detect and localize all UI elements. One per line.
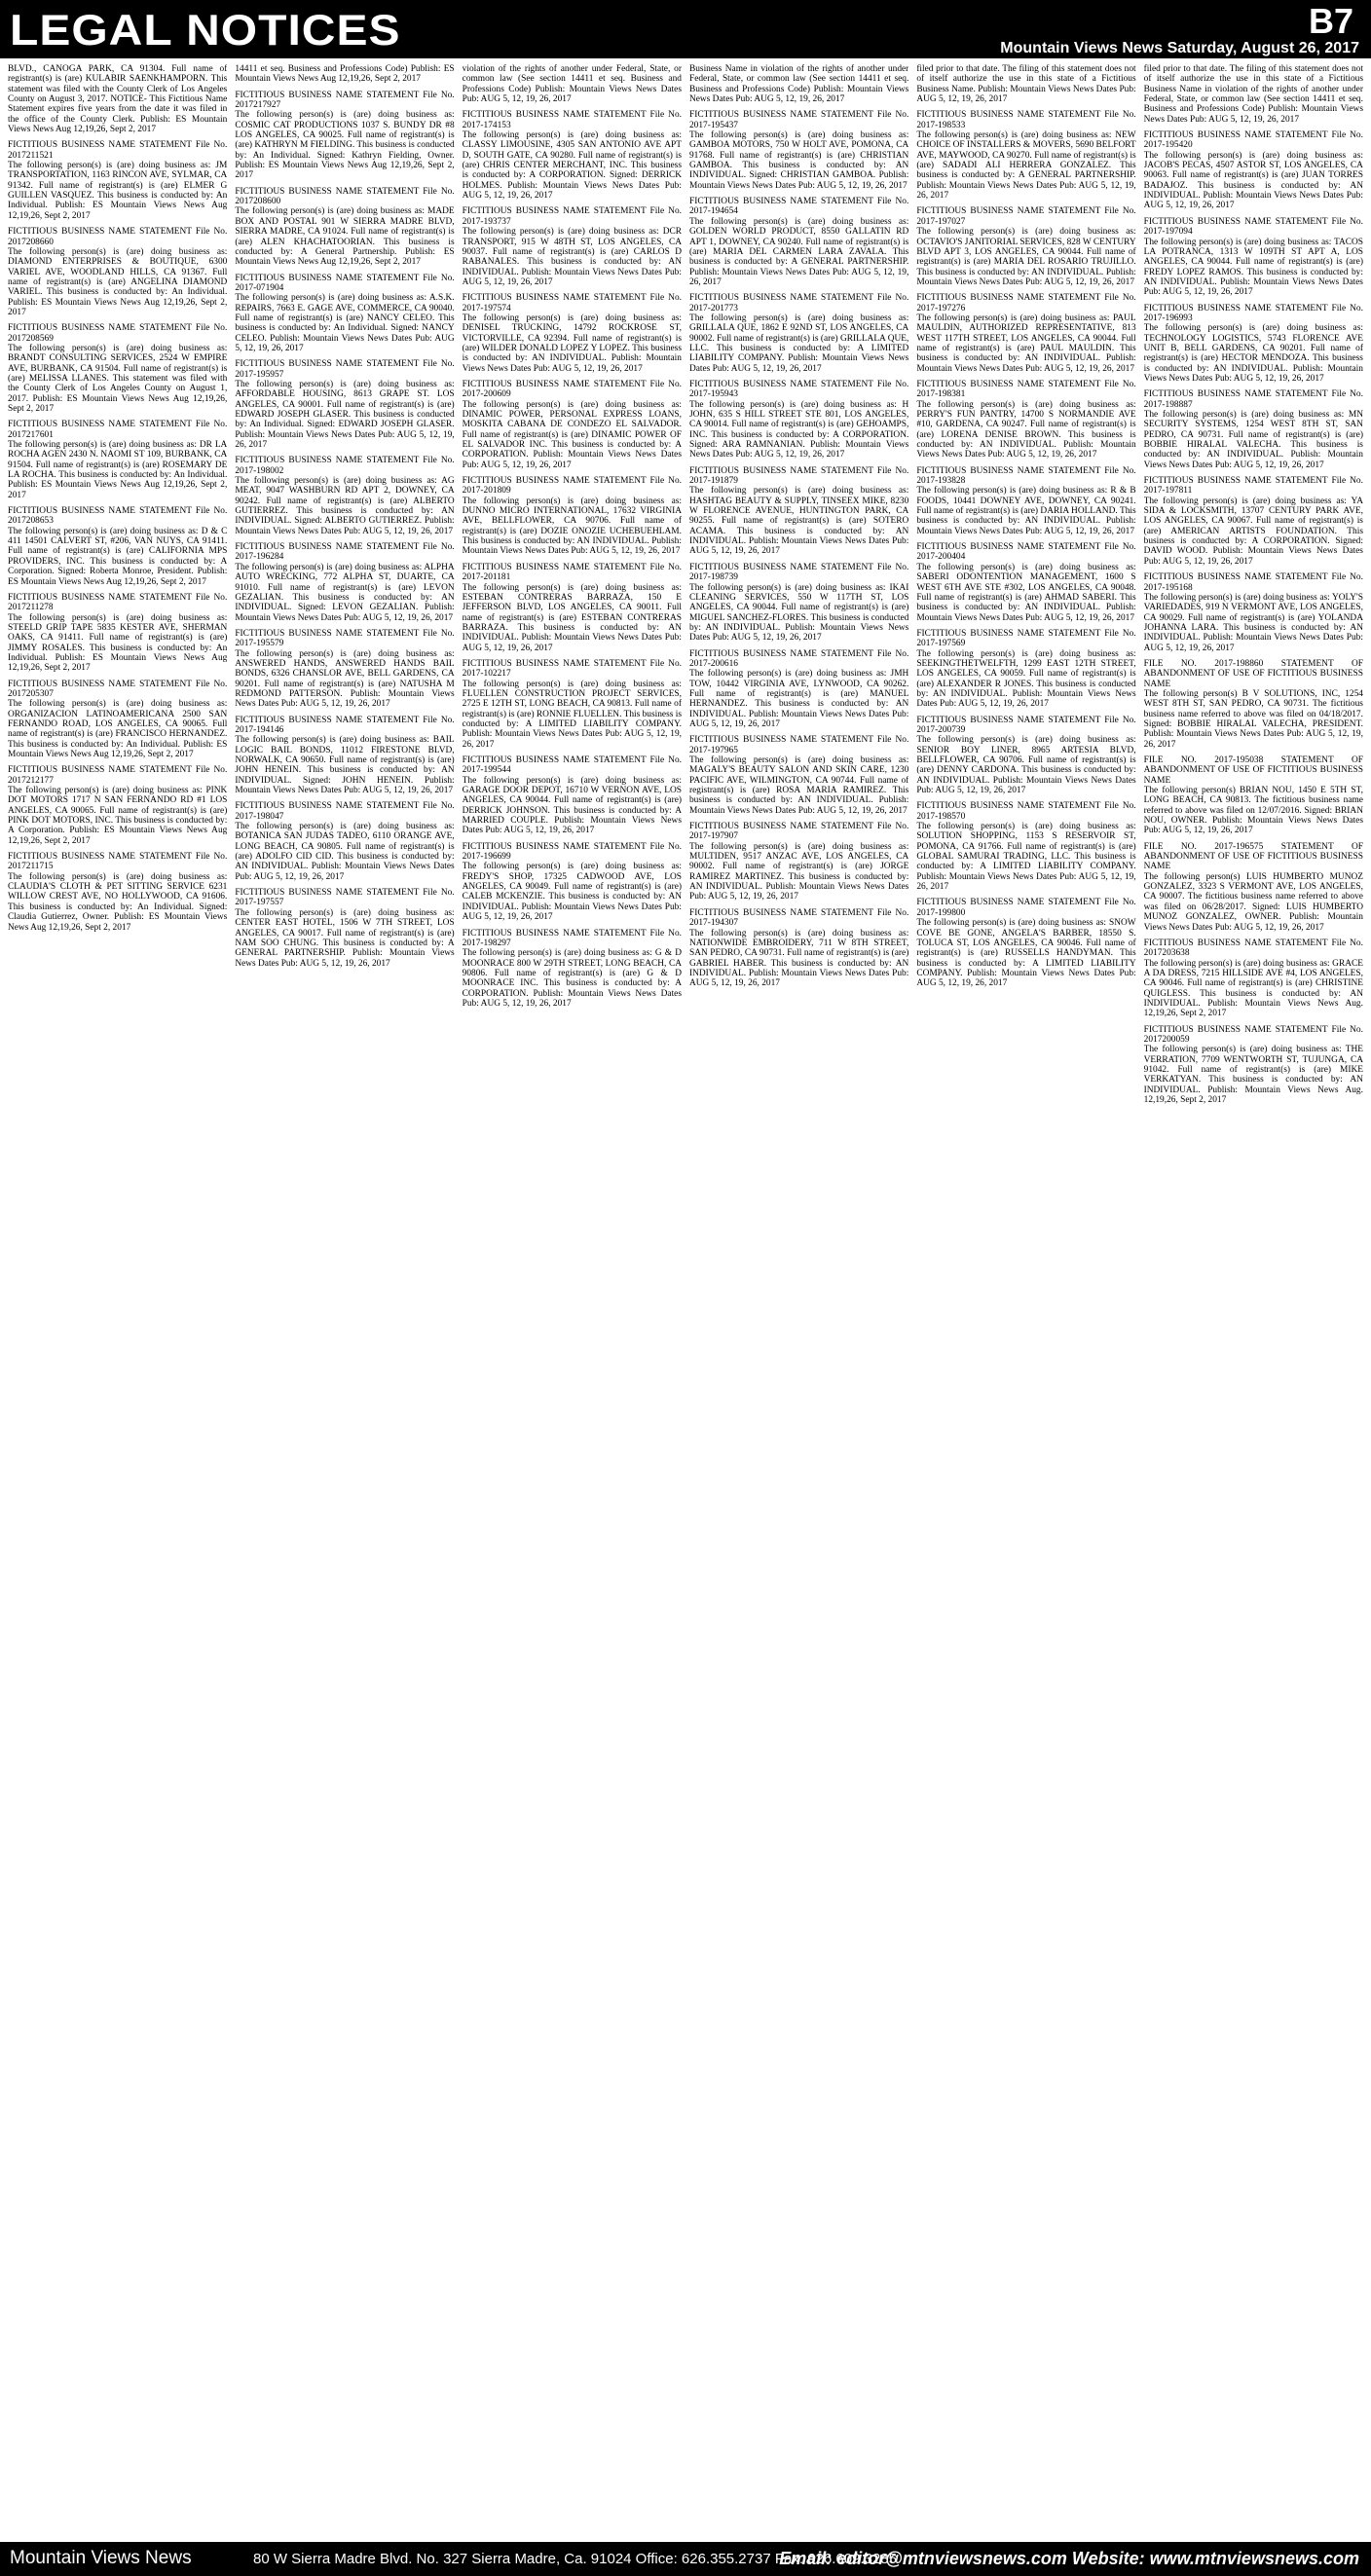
legal-notice bbox=[1144, 572, 1363, 653]
legal-notice bbox=[8, 323, 227, 414]
legal-notice bbox=[235, 456, 454, 536]
notice-heading: FICTITIOUS BUSINESS NAME STATEMENT File No. 2017-191879 bbox=[688, 465, 909, 487]
legal-notice bbox=[8, 227, 227, 317]
notice-heading: FICTITIOUS BUSINESS NAME STATEMENT File No. 2017-197965 bbox=[688, 735, 909, 755]
legal-notice bbox=[235, 801, 454, 882]
notice-body: BLVD., CANOGA PARK, CA 91304. Full name of registrant(s) is (are) KULABIR SAENKHAMPORN. This statement was filed with the County Clerk of Los Angeles County on August 3, 2017. NOTICE- This Fictitious Name Statement expires five years from the date it was filed in the office of the County Clerk. Publish: ES Mountain Views News Aug 12,19,26, Sept 2, 2017 bbox=[8, 64, 228, 135]
notice-body: The following person(s) is (are) doing business as: H JOHN, 635 S HILL STREET STE 801, LOS ANGELES, CA 90014. Full name of registrant(s) is (are) GEHOAMPS, INC. This business is conducted by: A CORPORATION. Signed: ARA RAMNANIAN. Publish: Mountain Views News Dates Pub: AUG 5, 12, 19, 26, 2017 bbox=[688, 399, 909, 460]
notice-body: The following person(s) is (are) doing business as: COSMIC CAT PRODUCTIONS 1037 S. BUNDY DR #8 LOS ANGELES, CA 90025. Full name of registrant(s) is (are) KATHRYN M FIELDING. This business is conducted by: An Individual. Signed: Kathryn Fielding, Owner. Publish: ES Mountain Views News Aug 12,19,26, Sept 2, 2017 bbox=[235, 110, 455, 181]
notice-heading: FICTITIOUS BUSINESS NAME STATEMENT File No. 2017-200739 bbox=[916, 715, 1136, 735]
legal-notice bbox=[689, 466, 908, 557]
notice-body: The following person(s) is (are) doing business as: MAGALY'S BEAUTY SALON AND SKIN CARE, 1230 PACIFIC AVE, WILMINGTON, CA 90744. Full name of registrant(s) is (are) ROSA MARIA RAMIREZ. This business is conducted by: AN INDIVIDUAL. Publish: Mountain Views News Dates Pub: AUG 5, 12, 19, 26, 2017 bbox=[688, 755, 909, 816]
legal-notice bbox=[1144, 938, 1363, 1019]
notice-body: Business Name in violation of the rights of another under Federal, State, or common law (See section 14411 et seq. Business and Professions Code) Publish: Mountain Views News Dates Pub: AUG 5, 12, 19, 26, 2017 bbox=[688, 64, 909, 105]
legal-notice bbox=[689, 563, 908, 644]
notice-body: The following person(s) BRIAN NOU, 1450 E 5TH ST, LONG BEACH, CA 90813. The fictitious business name referred to above was filed on 12/07/2016. Signed: BRIAN NOU, OWNER. Publish: Mountain Views News Dates Pub: AUG 5, 12, 19, 26, 2017 bbox=[1143, 786, 1363, 836]
notice-body: The following person(s) is (are) doing business as: JACOB'S PECAS, 4507 ASTOR ST, LOS ANGELES, CA 90063. Full name of registrant(s) is (are) JUAN TORRES BADAJOZ. This business is conducted by: AN INDIVIDUAL. Publish: Mountain Views News Dates Pub: AUG 5, 12, 19, 26, 2017 bbox=[1143, 150, 1363, 211]
notice-heading: FICTITIOUS BUSINESS NAME STATEMENT File No. 2017211278 bbox=[8, 592, 228, 613]
issue-line: Mountain Views News Saturday, August 26, 2017 bbox=[1000, 40, 1359, 56]
notice-body: The following person(s) is (are) doing business as: JM TRANSPORTATION, 1163 RINCON AVE, SYLMAR, CA 91342. Full name of registrant(s) is (are) ELMER G GUILLEN VASQUEZ. This business is conducted by: An Individual. Publish: ES Mountain Views News Aug 12,19,26, Sept 2, 2017 bbox=[8, 161, 228, 221]
notice-body: The following person(s) is (are) doing business as: YOLY'S VARIEDADES, 919 N VERMONT AVE, LOS ANGELES, CA 90029. Full name of registrant(s) is (are) YOLANDA JOHANNA LARA. This business is conducted by: AN INDIVIDUAL. Publish: Mountain Views News Dates Pub: AUG 5, 12, 19, 26, 2017 bbox=[1143, 592, 1363, 653]
notice-heading: FICTITIOUS BUSINESS NAME STATEMENT File No. 2017-195943 bbox=[688, 379, 909, 400]
notice-heading: FICTITIOUS BUSINESS NAME STATEMENT File No. 2017-198381 bbox=[916, 379, 1136, 400]
notice-heading: FICTITIOUS BUSINESS NAME STATEMENT File No. 2017217927 bbox=[235, 90, 455, 111]
footer-bar bbox=[0, 2542, 1371, 2576]
notice-heading: FICTITIOUS BUSINESS NAME STATEMENT File No. 2017-199800 bbox=[916, 898, 1136, 918]
legal-notice bbox=[235, 359, 454, 450]
footer-contact: Email: editor@mtnviewsnews.com Website: www.mtnviewsnews.com bbox=[779, 2549, 1359, 2568]
notice-body: The following person(s) is (are) doing business as: NATIONWIDE EMBROIDERY, 711 W 8TH STREET, SAN PEDRO, CA 90731. Full name of registrant(s) is (are) GABRIEL HABER. This business is conducted by: AN INDIVIDUAL. Publish: Mountain Views News Dates Pub: AUG 5, 12, 19, 26, 2017 bbox=[688, 928, 909, 989]
notice-body: The following person(s) is (are) doing business as: DR LA ROCHA AGEN 2430 N. NAOMI ST 109, BURBANK, CA 91504. Full name of registrant(s) is (are) ROSEMARY DE LA ROCHA. This business is conducted by: An Individual. Publish: ES Mountain Views News Aug 12,19,26, Sept 2, 2017 bbox=[8, 440, 228, 500]
notice-heading: FICTITIOUS BUSINESS NAME STATEMENT File No. 2017-195420 bbox=[1143, 130, 1363, 151]
notice-heading: FICTITIOUS BUSINESS NAME STATEMENT File No. 2017-197574 bbox=[462, 293, 682, 313]
notice-body: The following person(s) is (are) doing business as: A.S.K. REPAIRS, 7663 E. GAGE AVE, COMMERCE, CA 90040. Full name of registrant(s) is (are) NANCY CELEO. This business is conducted by: An Individual. Signed: NANCY CELEO. Publish: Mountain Views News Dates Pub: AUG 5, 12, 19, 26, 2017 bbox=[235, 293, 455, 353]
notice-body: The following person(s) is (are) doing business as: DIAMOND ENTERPRISES & BOUTIQUE, 6300 VARIEL AVE, WOODLAND HILLS, CA 91367. Full name of registrant(s) is (are) ANGELINA DIAMOND VARIEL. This business is conducted by: An Individual. Publish: ES Mountain Views News Aug 12,19,26, Sept 2, 2017 bbox=[8, 246, 228, 317]
legal-notice bbox=[8, 420, 227, 500]
legal-notice bbox=[463, 293, 682, 374]
notice-body: The following person(s) is (are) doing business as: R & B FOODS, 10441 DOWNEY AVE, DOWNEY, CA 90241. Full name of registrant(s) is (are) DARIA HOLLAND. This business is conducted by: AN INDIVIDUAL. Publish: Mountain Views News Dates Pub: AUG 5, 12, 19, 26, 2017 bbox=[916, 486, 1136, 536]
legal-notice bbox=[463, 476, 682, 557]
notice-heading: FICTITIOUS BUSINESS NAME STATEMENT File No. 2017-102217 bbox=[462, 658, 682, 680]
legal-notice bbox=[463, 380, 682, 470]
legal-notice bbox=[463, 64, 682, 104]
notice-body: The following person(s) is (are) doing business as: GAMBOA MOTORS, 750 W HOLT AVE, POMONA, CA 91768. Full name of registrant(s) is (are) CHRISTIAN GAMBOA. This business is conducted by: AN INDIVIDUAL. Signed: CHRISTIAN GAMBOA. Publish: Mountain Views News Dates Pub: AUG 5, 12, 19, 26, 2017 bbox=[688, 130, 909, 191]
notice-body: The following person(s) is (are) doing business as: ALPHA AUTO WRECKING, 772 ALPHA ST, DUARTE, CA 91010. Full name of registrant(s) is (are) LEVON GEZALIAN. This business is conducted by: AN INDIVIDUAL. Signed: LEVON GEZALIAN. Publish: Mountain Views News Dates Pub: AUG 5, 12, 19, 26, 2017 bbox=[235, 562, 455, 623]
notice-body: The following person(s) is (are) doing business as: MN SECURITY SYSTEMS, 1254 WEST 8TH ST, SAN PEDRO, CA 90731. Full name of registrant(s) is (are) BOBBIE HIRALAL VALECHA. This business is conducted by: AN INDIVIDUAL. Publish: Mountain Views News Dates Pub: AUG 5, 12, 19, 26, 2017 bbox=[1143, 410, 1363, 470]
notice-heading: FICTITIOUS BUSINESS NAME STATEMENT File No. 2017-194146 bbox=[235, 715, 455, 735]
page-number: B7 bbox=[1308, 1, 1353, 41]
notice-heading: FICTITIOUS BUSINESS NAME STATEMENT File No. 2017-200404 bbox=[916, 542, 1136, 563]
masthead bbox=[0, 0, 1371, 58]
notice-body: filed prior to that date. The filing of this statement does not of itself authorize the use in this state of a Fictitious Business Name in violation of the rights of another under Federal, State, or common law (See section 14411 et seq. Business and Professions Code) Publish: Mountain Views News Dates Pub: AUG 5, 12, 19, 26, 2017 bbox=[1143, 64, 1363, 125]
notice-heading: FICTITIOUS BUSINESS NAME STATEMENT File No. 2017-201809 bbox=[462, 476, 682, 497]
legal-notice bbox=[1144, 1025, 1363, 1106]
legal-notice bbox=[8, 506, 227, 587]
footer-address: 80 W Sierra Madre Blvd. No. 327 Sierra Madre, Ca. 91024 Office: 626.355.2737 Fax: 626.609.3285 bbox=[253, 2551, 897, 2567]
notice-heading: FICTITIOUS BUSINESS NAME STATEMENT File No. 2017-197276 bbox=[916, 293, 1136, 313]
notice-heading: FICTITIOUS BUSINESS NAME STATEMENT File No. 2017-197811 bbox=[1143, 476, 1363, 497]
legal-notice bbox=[463, 929, 682, 1010]
notice-heading: FICTITIOUS BUSINESS NAME STATEMENT File No. 2017203638 bbox=[1143, 938, 1363, 959]
legal-notice bbox=[8, 593, 227, 674]
legal-notice bbox=[463, 563, 682, 653]
legal-notice bbox=[916, 716, 1135, 796]
legal-notice bbox=[689, 908, 908, 989]
notice-heading: FICTITIOUS BUSINESS NAME STATEMENT File No. 2017-201773 bbox=[688, 293, 909, 313]
notice-body: The following person(s) is (are) doing business as: ANSWERED HANDS, ANSWERED HANDS BAIL BONDS, 6326 CHANSLOR AVE, BELL GARDENS, CA 90201. Full name of registrant(s) is (are) NATUSHA M REDMOND PATTERSON. Publish: Mountain Views News Dates Pub: AUG 5, 12, 19, 26, 2017 bbox=[235, 648, 455, 710]
legal-notice bbox=[1144, 659, 1363, 750]
legal-notice bbox=[916, 466, 1135, 536]
legal-notice bbox=[916, 801, 1135, 892]
notice-body: The following person(s) is (are) doing business as: GRACE A DA DRESS, 7215 HILLSIDE AVE #4, LOS ANGELES, CA 90046. Full name of registrant(s) is (are) CHRISTINE QUIGLESS. This business is conducted by: AN INDIVIDUAL. Publish: Mountain Views News Aug. 12,19,26, Sept 2, 2017 bbox=[1143, 958, 1363, 1019]
notices-columns bbox=[8, 64, 1363, 2537]
notice-body: The following person(s) is (are) doing business as: MADE BOX AND POSTAL 901 W SIERRA MADRE BLVD, SIERRA MADRE, CA 91024. Full name of registrant(s) is (are) ALEN KHACHATOORIAN. This business is conducted by: A General Partnership. Publish: ES Mountain Views News Aug 12,19,26, Sept 2, 2017 bbox=[235, 206, 455, 268]
notice-heading: FICTITIOUS BUSINESS NAME STATEMENT File No. 2017-199544 bbox=[462, 755, 682, 776]
notice-body: The following person(s) is (are) doing business as: FLUELLEN CONSTRUCTION PROJECT SERVICES, 2725 E 12TH ST, LONG BEACH, CA 90813. Full name of registrant(s) is (are) RONNIE FLUELLEN. This business is conducted by: A LIMITED LIABILITY COMPANY. Publish: Mountain Views News Dates Pub: AUG 5, 12, 19, 26, 2017 bbox=[462, 679, 682, 750]
notice-body: The following person(s) is (are) doing business as: JMH TOW, 10442 VIRGINIA AVE, LYNWOOD, CA 90262. Full name of registrant(s) is (are) MANUEL HERNANDEZ. This business is conducted by: AN INDIVIDUAL. Publish: Mountain Views News Dates Pub: AUG 5, 12, 19, 26, 2017 bbox=[688, 669, 909, 729]
legal-notice bbox=[1144, 130, 1363, 211]
notice-body: The following person(s) is (are) doing business as: SNOW COVE BE GONE, ANGELA'S BARBER, 18550 S. TOLUCA ST, LOS ANGELES, CA 90046. Full name of registrant(s) is (are) RUSSELLS HANDYMAN. This business is conducted by: A LIMITED LIABILITY COMPANY. Publish: Mountain Views News Dates Pub: AUG 5, 12, 19, 26, 2017 bbox=[916, 918, 1136, 989]
notice-heading: FICTITIOUS BUSINESS NAME STATEMENT File No. 2017-200609 bbox=[462, 379, 682, 400]
legal-notice bbox=[235, 629, 454, 710]
legal-notice bbox=[463, 206, 682, 287]
notice-heading: FICTITIOUS BUSINESS NAME STATEMENT File No. 2017-071904 bbox=[235, 273, 455, 293]
notice-body: The following person(s) is (are) doing business as: ORGANIZACION LATINOAMERICANA 2500 SAN FERNANDO ROAD, LOS ANGELES, CA 90065. Full name of registrant(s) is (are) FRANCISCO HERNANDEZ. This business is conducted by: An Individual. Publish: ES Mountain Views News Aug 12,19,26, Sept 2, 2017 bbox=[8, 699, 228, 759]
legal-notice bbox=[235, 187, 454, 268]
legal-notice bbox=[1144, 842, 1363, 933]
notice-body: The following person(s) is (are) doing business as: NEW CHOICE OF INSTALLERS & MOVERS, 5690 BELFORT AVE, MAYWOOD, CA 90270. Full name of registrant(s) is (are) SADADI ALI HERRERA GONZALEZ. This business is conducted by: A GENERAL PARTNERSHIP. Publish: Mountain Views News Dates Pub: AUG 5, 12, 19, 26, 2017 bbox=[916, 130, 1136, 202]
legal-notice bbox=[1144, 64, 1363, 125]
notice-heading: FICTITIOUS BUSINESS NAME STATEMENT File No. 2017200059 bbox=[1143, 1024, 1363, 1045]
legal-notice bbox=[463, 755, 682, 836]
legal-notice bbox=[689, 197, 908, 287]
legal-notice bbox=[689, 64, 908, 104]
notice-body: The following person(s) is (are) doing business as: PAUL MAULDIN, AUTHORIZED REPRESENTATIVE, 813 WEST 117TH STREET, LOS ANGELES, CA 90044. Full name of registrant(s) is (are) PAUL MAULDIN. This business is conducted by: AN INDIVIDUAL. Publish: Mountain Views News Dates Pub: AUG 5, 12, 19, 26, 2017 bbox=[916, 313, 1136, 374]
legal-notice bbox=[463, 659, 682, 750]
notice-heading: FICTITIOUS BUSINESS NAME STATEMENT File No. 2017-198887 bbox=[1143, 389, 1363, 410]
notice-body: The following person(s) is (are) doing business as: ESTEBAN CONTRERAS BARRAZA, 150 E JEFFERSON BLVD, LOS ANGELES, CA 90011. Full name of registrant(s) is (are) ESTEBAN CONTRERAS BARRAZA. This business is conducted by: AN INDIVIDUAL. Publish: Mountain Views News Dates Pub: AUG 5, 12, 19, 26, 2017 bbox=[462, 582, 682, 653]
legal-notice bbox=[916, 380, 1135, 460]
legal-notice bbox=[1144, 389, 1363, 470]
notice-body: The following person(s) is (are) doing business as: CENTER EAST HOTEL, 1506 W 7TH STREET, LOS ANGELES, CA 90017. Full name of registrant(s) is (are) NAM SOO CHUNG. This business is conducted by: A GENERAL PARTNERSHIP. Publish: Mountain Views News Dates Pub: AUG 5, 12, 19, 26, 2017 bbox=[235, 907, 455, 969]
notice-heading: FICTITIOUS BUSINESS NAME STATEMENT File No. 2017217601 bbox=[8, 420, 228, 440]
legal-notice bbox=[8, 765, 227, 846]
notice-body: The following person(s) is (are) doing business as: GRILLALA QUE, 1862 E 92ND ST, LOS ANGELES, CA 90002. Full name of registrant(s) is (are) GRILLALA QUE, LLC. This business is conducted by: A LIMITED LIABILITY COMPANY. Publish: Mountain Views News Dates Pub: AUG 5, 12, 19, 26, 2017 bbox=[688, 313, 909, 374]
notice-heading: FICTITIOUS BUSINESS NAME STATEMENT File No. 2017-196284 bbox=[235, 542, 455, 563]
notice-body: The following person(s) is (are) doing business as: HASHTAG BEAUTY & SUPPLY, TINSEEX MIKE, 8230 W FLORENCE AVENUE, HUNTINGTON PARK, CA 90255. Full name of registrant(s) is (are) SOTERO ACAMA. This business is conducted by: AN INDIVIDUAL. Publish: Mountain Views News Dates Pub: AUG 5, 12, 19, 26, 2017 bbox=[688, 486, 909, 557]
notice-body: The following person(s) is (are) doing business as: AFFORDABLE HOUSING, 8613 GRAPE ST. LOS ANGELES, CA 90001. Full name of registrant(s) is (are) EDWARD JOSEPH GLASER. This business is conducted by: An Individual. Signed: EDWARD JOSEPH GLASER. Publish: Mountain Views News Dates Pub: AUG 5, 12, 19, 26, 2017 bbox=[235, 379, 455, 451]
notice-heading: FICTITIOUS BUSINESS NAME STATEMENT File No. 2017205307 bbox=[8, 679, 228, 699]
legal-notice bbox=[235, 91, 454, 181]
notice-heading: FICTITIOUS BUSINESS NAME STATEMENT File No. 2017-196993 bbox=[1143, 303, 1363, 323]
notice-body: The following person(s) is (are) doing business as: IKAI CLEANING SERVICES, 550 W 117TH ST, LOS ANGELES, CA 90044. Full name of registrant(s) is (are) MIGUEL SANCHEZ-FLORES. This business is conducted by: AN INDIVIDUAL. Publish: Mountain Views News Dates Pub: AUG 5, 12, 19, 26, 2017 bbox=[688, 582, 909, 644]
column-6 bbox=[1144, 64, 1363, 2537]
legal-notice bbox=[916, 629, 1135, 710]
notice-heading: FICTITIOUS BUSINESS NAME STATEMENT File No. 2017-201181 bbox=[462, 562, 682, 583]
notice-heading: FICTITIOUS BUSINESS NAME STATEMENT File No. 2017208653 bbox=[8, 506, 228, 527]
notice-heading: FICTITIOUS BUSINESS NAME STATEMENT File No. 2017211715 bbox=[8, 852, 228, 872]
column-2 bbox=[235, 64, 454, 2537]
legal-notice bbox=[1144, 755, 1363, 836]
notice-body: The following person(s) is (are) doing business as: DCR TRANSPORT, 915 W 48TH ST, LOS ANGELES, CA 90037. Full name of registrant(s) is (are) CARLOS D RABANALES. This business is conducted by: AN INDIVIDUAL. Publish: Mountain Views News Dates Pub: AUG 5, 12, 19, 26, 2017 bbox=[462, 227, 682, 287]
legal-notice bbox=[235, 274, 454, 354]
notice-body: The following person(s) is (are) doing business as: SOLUTION SHOPPING, 1153 S RESERVOIR ST, POMONA, CA 91766. Full name of registrant(s) is (are) GLOBAL SAMURAI TRADING, LLC. This business is conducted by: A LIMITED LIABILITY COMPANY. Publish: Mountain Views News Dates Pub: AUG 5, 12, 19, 26, 2017 bbox=[916, 822, 1136, 893]
legal-notice bbox=[463, 110, 682, 201]
notice-heading: FICTITIOUS BUSINESS NAME STATEMENT File No. 2017-194307 bbox=[688, 907, 909, 929]
notice-heading: FICTITIOUS BUSINESS NAME STATEMENT File No. 2017-194654 bbox=[688, 197, 909, 217]
notice-body: The following person(s) is (are) doing business as: SABERI ODONTENTION MANAGEMENT, 1600 S WEST 6TH AVE STE #302, LOS ANGELES, CA 90048. Full name of registrant(s) is (are) AHMAD SABERI. This business is conducted by: AN INDIVIDUAL. Publish: Mountain Views News Dates Pub: AUG 5, 12, 19, 26, 2017 bbox=[916, 562, 1136, 623]
notice-heading: FICTITIOUS BUSINESS NAME STATEMENT File No. 2017-198297 bbox=[462, 928, 682, 948]
column-4 bbox=[689, 64, 908, 2537]
notice-heading: FICTITIOUS BUSINESS NAME STATEMENT File No. 2017-198570 bbox=[916, 801, 1136, 822]
legal-notice bbox=[916, 542, 1135, 623]
legal-notice bbox=[1144, 217, 1363, 298]
notice-heading: FILE NO. 2017-198860 STATEMENT OF ABANDONMENT OF USE OF FICTITIOUS BUSINESS NAME bbox=[1143, 658, 1363, 689]
notice-body: The following person(s) is (are) doing business as: D & C 411 14501 CALVERT ST, #206, VAN NUYS, CA 91411. Full name of registrant(s) is (are) CALIFORNIA MPS PROVIDERS, INC. This business is conducted by: A Corporation. Signed: Roberta Monroe, President. Publish: ES Mountain Views News Aug 12,19,26, Sept 2, 2017 bbox=[8, 526, 228, 587]
footer-publication-name: Mountain Views News bbox=[10, 2548, 192, 2568]
notice-heading: FICTITIOUS BUSINESS NAME STATEMENT File No. 2017212177 bbox=[8, 765, 228, 786]
legal-notice bbox=[8, 140, 227, 221]
notice-heading: FICTITIOUS BUSINESS NAME STATEMENT File No. 2017208569 bbox=[8, 323, 228, 344]
notice-body: The following person(s) is (are) doing business as: DENISEL TRUCKING, 14792 ROCKROSE ST, VICTORVILLE, CA 92394. Full name of registrant(s) is (are) WILDER DONALD LOPEZ Y LOPEZ. This business is conducted by: AN INDIVIDUAL. Publish: Mountain Views News Dates Pub: AUG 5, 12, 19, 26, 2017 bbox=[462, 313, 682, 374]
notice-body: The following person(s) is (are) doing business as: MULTIDEN, 9517 ANZAC AVE, LOS ANGELES, CA 90002. Full name of registrant(s) is (are) JORGE RAMIREZ MARTINEZ. This business is conducted by: AN INDIVIDUAL. Publish: Mountain Views News Dates Pub: AUG 5, 12, 19, 26, 2017 bbox=[688, 841, 909, 902]
notice-body: The following person(s) is (are) doing business as: AG MEAT, 9047 WASHBURN RD APT 2, DOWNEY, CA 90242. Full name of registrant(s) is (are) ALBERTO GUTIERREZ. This business is conducted by: AN INDIVIDUAL. Signed: ALBERTO GUTIERREZ. Publish: Mountain Views News Dates Pub: AUG 5, 12, 19, 26, 2017 bbox=[235, 476, 455, 536]
legal-notice bbox=[916, 206, 1135, 287]
notice-body: The following person(s) is (are) doing business as: DUNNO MICRO INTERNATIONAL, 17632 VIRGINIA AVE, BELLFLOWER, CA 90706. Full name of registrant(s) is (are) DOZIE ONOZIE UCHEBUEHLAM. This business is conducted by: AN INDIVIDUAL. Publish: Mountain Views News Dates Pub: AUG 5, 12, 19, 26, 2017 bbox=[462, 496, 682, 557]
notice-heading: FICTITIOUS BUSINESS NAME STATEMENT File No. 2017-196699 bbox=[462, 841, 682, 863]
notice-body: The following person(s) B V SOLUTIONS, INC, 1254 WEST 8TH ST, SAN PEDRO, CA 90731. The fictitious business name referred to above was filed on 04/18/2017. Signed: BOBBIE HIRALAL VALECHA, PRESIDENT. Publish: Mountain Views News Dates Pub: AUG 5, 12, 19, 26, 2017 bbox=[1143, 688, 1363, 750]
notice-body: The following person(s) is (are) doing business as: PINK DOT MOTORS 1717 N SAN FERNANDO RD #1 LOS ANGELES, CA 90065. Full name of registrant(s) is (are) PINK DOT MOTORS, INC. This business is conducted by: A Corporation. Publish: ES Mountain Views News Aug 12,19,26, Sept 2, 2017 bbox=[8, 786, 228, 846]
notice-body: The following person(s) is (are) doing business as: PERRY'S FUN PANTRY, 14700 S NORMANDIE AVE #10, GARDENA, CA 90247. Full name of registrant(s) is (are) LORENA DENISE BROWN. This business is conducted by: AN INDIVIDUAL. Publish: Mountain Views News Dates Pub: AUG 5, 12, 19, 26, 2017 bbox=[916, 399, 1136, 460]
legal-notice bbox=[689, 110, 908, 191]
notice-heading: FICTITIOUS BUSINESS NAME STATEMENT File No. 2017-198047 bbox=[235, 801, 455, 822]
legal-notice bbox=[916, 110, 1135, 201]
legal-notice bbox=[689, 380, 908, 460]
legal-notice bbox=[689, 293, 908, 374]
notice-body: The following person(s) is (are) doing business as: YA SIDA & LOCKSMITH, 13707 CENTURY PARK AVE, LOS ANGELES, CA 90067. Full name of registrant(s) is (are) AMERICAN ARTISTS FOUNDATION. This business is conducted by: A CORPORATION. Signed: DAVID WOOD. Publish: Mountain Views News Dates Pub: AUG 5, 12, 19, 26, 2017 bbox=[1143, 496, 1363, 567]
column-1 bbox=[8, 64, 227, 2537]
notice-body: The following person(s) is (are) doing business as: BOTANICA SAN JUDAS TADEO, 6110 ORANGE AVE, LONG BEACH, CA 90805. Full name of registrant(s) is (are) ADOLFO CID CID. This business is conducted by: AN INDIVIDUAL. Publish: Mountain Views News Dates Pub: AUG 5, 12, 19, 26, 2017 bbox=[235, 822, 455, 882]
notice-body: The following person(s) is (are) doing business as: GARAGE DOOR DEPOT, 16710 W VERNON AVE, LOS ANGELES, CA 90044. Full name of registrant(s) is (are) DERRICK JOHNSON. This business is conducted by: A MARRIED COUPLE. Publish: Mountain Views News Dates Pub: AUG 5, 12, 19, 26, 2017 bbox=[462, 775, 682, 836]
legal-notice bbox=[916, 293, 1135, 374]
notice-heading: FICTITIOUS BUSINESS NAME STATEMENT File No. 2017-198002 bbox=[235, 456, 455, 476]
notice-heading: FICTITIOUS BUSINESS NAME STATEMENT File No. 2017-195579 bbox=[235, 628, 455, 649]
legal-notice bbox=[8, 64, 227, 134]
legal-notice bbox=[235, 64, 454, 85]
notice-heading: FICTITIOUS BUSINESS NAME STATEMENT File No. 2017211521 bbox=[8, 140, 228, 161]
notice-body: 14411 et seq. Business and Professions Code) Publish: ES Mountain Views News Aug 12,19,26, Sept 2, 2017 bbox=[235, 64, 455, 85]
notice-body: The following person(s) is (are) doing business as: CLASSY LIMOUSINE, 4305 SAN ANTONIO AVE APT D, SOUTH GATE, CA 90280. Full name of registrant(s) is (are) CHRIS CENTER MERCHANT, INC. This business is conducted by: A CORPORATION. Signed: DERRICK HOLMES. Publish: Mountain Views News Dates Pub: AUG 5, 12, 19, 26, 2017 bbox=[462, 130, 682, 202]
notice-body: The following person(s) is (are) doing business as: THE VERRATION, 7709 WENTWORTH ST, TUJUNGA, CA 91042. Full name of registrant(s) is (are) MIKE VERKATYAN. This business is conducted by: AN INDIVIDUAL. Publish: Mountain Views News Aug. 12,19,26, Sept 2, 2017 bbox=[1143, 1045, 1363, 1105]
notice-heading: FICTITIOUS BUSINESS NAME STATEMENT File No. 2017-197557 bbox=[235, 888, 455, 908]
legal-notice bbox=[689, 822, 908, 902]
notice-body: filed prior to that date. The filing of this statement does not of itself authorize the use in this state of a Fictitious Business Name. Publish: Mountain Views News Dates Pub: AUG 5, 12, 19, 26, 2017 bbox=[916, 64, 1136, 105]
notice-body: The following person(s) is (are) doing business as: FREDY'S SHOP, 17325 CADWOOD AVE, LOS ANGELES, CA 90049. Full name of registrant(s) is (are) CALEB MCKENZIE. This business is conducted by: AN INDIVIDUAL. Publish: Mountain Views News Dates Pub: AUG 5, 12, 19, 26, 2017 bbox=[462, 862, 682, 923]
notice-heading: FICTITIOUS BUSINESS NAME STATEMENT File No. 2017-195957 bbox=[235, 359, 455, 380]
legal-notice bbox=[235, 716, 454, 796]
legal-notice bbox=[235, 542, 454, 623]
notice-heading: FICTITIOUS BUSINESS NAME STATEMENT File No. 2017-195437 bbox=[688, 110, 909, 130]
notice-body: The following person(s) is (are) doing business as: TECHNOLOGY LOGISTICS, 5743 FLORENCE AVE UNIT B, BELL GARDENS, CA 90201. Full name of registrant(s) is (are) HECTOR MENDOZA. This business is conducted by: AN INDIVIDUAL. Publish: Mountain Views News Dates Pub: AUG 5, 12, 19, 26, 2017 bbox=[1143, 323, 1363, 384]
notice-heading: FICTITIOUS BUSINESS NAME STATEMENT File No. 2017-197569 bbox=[916, 628, 1136, 649]
notice-heading: FILE NO. 2017-195038 STATEMENT OF ABANDONMENT OF USE OF FICTITIOUS BUSINESS NAME bbox=[1143, 755, 1363, 786]
notice-heading: FICTITIOUS BUSINESS NAME STATEMENT File No. 2017-197027 bbox=[916, 206, 1136, 227]
legal-notice bbox=[689, 649, 908, 730]
legal-notice bbox=[8, 680, 227, 760]
legal-notice bbox=[463, 842, 682, 923]
notice-heading: FICTITIOUS BUSINESS NAME STATEMENT File No. 2017-197907 bbox=[688, 822, 909, 842]
legal-notice bbox=[916, 898, 1135, 988]
notice-heading: FICTITIOUS BUSINESS NAME STATEMENT File No. 2017-195168 bbox=[1143, 572, 1363, 593]
notice-body: The following person(s) is (are) doing business as: BAIL LOGIC BAIL BONDS, 11012 FIRESTONE BLVD, NORWALK, CA 90650. Full name of registrant(s) is (are) JOHN HENEIN. This business is conducted by: AN INDIVIDUAL. Signed: JOHN HENEIN. Publish: Mountain Views News Dates Pub: AUG 5, 12, 19, 26, 2017 bbox=[235, 735, 455, 796]
notice-heading: FICTITIOUS BUSINESS NAME STATEMENT File No. 2017-200616 bbox=[688, 648, 909, 669]
notice-body: The following person(s) is (are) doing business as: STEELD GRIP TAPE 5835 KESTER AVE, SHERMAN OAKS, CA 91411. Full name of registrant(s) is (are) JIMMY ROSALES. This business is conducted by: An Individual. Publish: ES Mountain Views News Aug 12,19,26, Sept 2, 2017 bbox=[8, 612, 228, 674]
notice-body: The following person(s) is (are) doing business as: DINAMIC POWER, PERSONAL EXPRESS LOANS, MOSKITA CABANA DE CONDEZO EL SALVADOR. Full name of registrant(s) is (are) DINAMIC POWER OF EL SALVADOR INC. This business is conducted by: A CORPORATION. Publish: Mountain Views News Dates Pub: AUG 5, 12, 19, 26, 2017 bbox=[462, 399, 682, 470]
notice-body: The following person(s) is (are) doing business as: SEEKINGTHETWELFTH, 1299 EAST 12TH STREET, LOS ANGELES, CA 90059. Full name of registrant(s) is (are) ALEXANDER R JONES. This business is conducted by: AN INDIVIDUAL. Publish: Mountain Views News Dates Pub: AUG 5, 12, 19, 26, 2017 bbox=[916, 648, 1136, 710]
notice-body: violation of the rights of another under Federal, State, or common law (See section 14411 et seq. Business and Professions Code) Publish: Mountain Views News Dates Pub: AUG 5, 12, 19, 26, 2017 bbox=[462, 64, 682, 105]
notice-body: The following person(s) LUIS HUMBERTO MUNOZ GONZALEZ, 3323 S VERMONT AVE, LOS ANGELES, CA 90007. The fictitious business name referred to above was filed on 06/28/2017. Signed: LUIS HUMBERTO MUNOZ GONZALEZ, OWNER. Publish: Mountain Views News Dates Pub: AUG 5, 12, 19, 26, 2017 bbox=[1143, 871, 1363, 933]
notice-heading: FICTITIOUS BUSINESS NAME STATEMENT File No. 2017-198739 bbox=[688, 562, 909, 583]
legal-notice bbox=[8, 852, 227, 933]
notice-heading: FICTITIOUS BUSINESS NAME STATEMENT File No. 2017-174153 bbox=[462, 110, 682, 130]
legal-notice bbox=[235, 888, 454, 969]
notice-heading: FILE NO. 2017-196575 STATEMENT OF ABANDONMENT OF USE OF FICTITIOUS BUSINESS NAME bbox=[1143, 841, 1363, 872]
notice-body: The following person(s) is (are) doing business as: TACOS LA POTRANCA, 1313 W 109TH ST APT A, LOS ANGELES, CA 90044. Full name of registrant(s) is (are) FREDY LOPEZ RAMOS. This business is conducted by: AN INDIVIDUAL. Publish: Mountain Views News Dates Pub: AUG 5, 12, 19, 26, 2017 bbox=[1143, 237, 1363, 298]
notice-heading: FICTITIOUS BUSINESS NAME STATEMENT File No. 2017-193737 bbox=[462, 206, 682, 227]
legal-notice bbox=[1144, 304, 1363, 385]
notice-body: The following person(s) is (are) doing business as: BRANDT CONSULTING SERVICES, 2524 W EMPIRE AVE, BURBANK, CA 91504. Full name of registrant(s) is (are) MELISSA LLANES. This statement was filed with the County Clerk of Los Angeles County on August 1, 2017. Publish: ES Mountain Views News Aug 12,19,26, Sept 2, 2017 bbox=[8, 343, 228, 414]
notice-heading: FICTITIOUS BUSINESS NAME STATEMENT File No. 2017-197094 bbox=[1143, 216, 1363, 238]
notice-body: The following person(s) is (are) doing business as: SENIOR BOY LINER, 8965 ARTESIA BLVD, BELLFLOWER, CA 90706. Full name of registrant(s) is (are) DENNY CARDONA. This business is conducted by: AN INDIVIDUAL. Publish: Mountain Views News Dates Pub: AUG 5, 12, 19, 26, 2017 bbox=[916, 735, 1136, 796]
legal-notice bbox=[916, 64, 1135, 104]
column-5 bbox=[916, 64, 1135, 2537]
notice-heading: FICTITIOUS BUSINESS NAME STATEMENT File No. 2017208600 bbox=[235, 186, 455, 207]
section-title: LEGAL NOTICES bbox=[10, 7, 401, 55]
notice-heading: FICTITIOUS BUSINESS NAME STATEMENT File No. 2017208660 bbox=[8, 227, 228, 247]
notice-heading: FICTITIOUS BUSINESS NAME STATEMENT File No. 2017-198533 bbox=[916, 110, 1136, 130]
column-3 bbox=[463, 64, 682, 2537]
notice-body: The following person(s) is (are) doing business as: GOLDEN WORLD PRODUCT, 8550 GALLATIN RD APT 1, DOWNEY, CA 90240. Full name of registrant(s) is (are) MARIA DEL CARMEN LARA ZAVALA. This business is conducted by: A GENERAL PARTNERSHIP. Publish: Mountain Views News Dates Pub: AUG 5, 12, 19, 26, 2017 bbox=[688, 216, 909, 287]
notice-heading: FICTITIOUS BUSINESS NAME STATEMENT File No. 2017-193828 bbox=[916, 465, 1136, 487]
notice-body: The following person(s) is (are) doing business as: OCTAVIO'S JANITORIAL SERVICES, 828 W CENTURY BLVD APT 3, LOS ANGELES, CA 90044. Full name of registrant(s) is (are) MARIA DEL ROSARIO TRUJILLO. This business is conducted by: AN INDIVIDUAL. Publish: Mountain Views News Dates Pub: AUG 5, 12, 19, 26, 2017 bbox=[916, 227, 1136, 287]
legal-notice bbox=[1144, 476, 1363, 567]
notice-body: The following person(s) is (are) doing business as: CLAUDIA'S CLOTH & PET SITTING SERVICE 6231 WILLOW CREST AVE, NO HOLLYWOOD, CA 91606. This business is conducted by: An Individual. Signed: Claudia Gutierrez, Owner. Publish: ES Mountain Views News Aug 12,19,26, Sept 2, 2017 bbox=[8, 871, 228, 933]
legal-notice bbox=[689, 735, 908, 816]
notice-body: The following person(s) is (are) doing business as: G & D MOONRACE 800 W 29TH STREET, LONG BEACH, CA 90806. Full name of registrant(s) is (are) G & D MOONRACE INC. This business is conducted by: A CORPORATION. Publish: Mountain Views News Dates Pub: AUG 5, 12, 19, 26, 2017 bbox=[462, 948, 682, 1009]
